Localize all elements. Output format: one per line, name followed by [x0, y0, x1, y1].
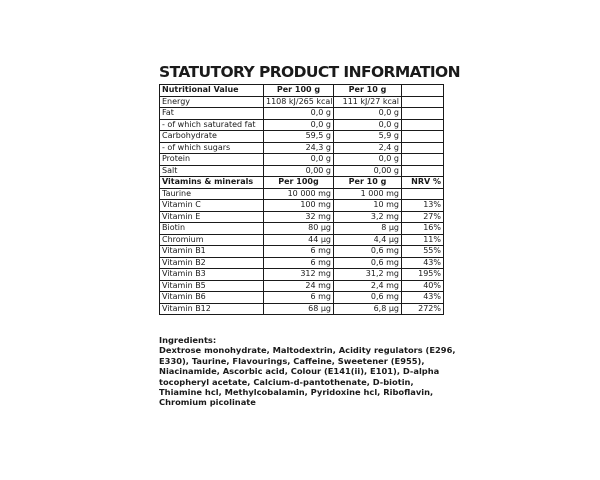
nutrition-header-row [160, 85, 444, 97]
nutrition-table [159, 84, 444, 315]
nutrition-cell: - of which saturated fat [160, 119, 264, 131]
nutrition-cell: 0,0 g [264, 108, 334, 120]
vitamins-cell: 11% [402, 234, 444, 246]
nutrition-cell: 24,3 g [264, 142, 334, 154]
table-row [160, 292, 444, 304]
nutrition-cell: Carbohydrate [160, 131, 264, 143]
nutrition-cell: 59,5 g [264, 131, 334, 143]
nutrition-cell [402, 119, 444, 131]
nutrition-cell: 5,9 g [334, 131, 402, 143]
product-info [159, 63, 460, 408]
vitamins-cell: Vitamin B5 [160, 280, 264, 292]
vitamins-cell: Vitamin B2 [160, 257, 264, 269]
nutrition-header-cell [402, 85, 444, 97]
table-row [160, 234, 444, 246]
vitamins-cell: 312 mg [264, 269, 334, 281]
vitamins-cell: 32 mg [264, 211, 334, 223]
nutrition-cell: 0,0 g [264, 154, 334, 166]
vitamins-cell: 3,2 mg [334, 211, 402, 223]
nutrition-cell: 2,4 g [334, 142, 402, 154]
nutrition-cell [402, 154, 444, 166]
nutrition-cell: 0,0 g [334, 154, 402, 166]
vitamins-cell: 6,8 μg [334, 303, 402, 315]
vitamins-cell: 4,4 μg [334, 234, 402, 246]
vitamins-cell: 8 μg [334, 223, 402, 235]
vitamins-cell: 13% [402, 200, 444, 212]
vitamins-cell: 24 mg [264, 280, 334, 292]
nutrition-header-cell: Nutritional Value [160, 85, 264, 97]
table-row [160, 269, 444, 281]
vitamins-cell: 10 mg [334, 200, 402, 212]
vitamins-cell: Vitamin B12 [160, 303, 264, 315]
nutrition-cell: Fat [160, 108, 264, 120]
table-row [160, 108, 444, 120]
nutrition-header-cell: Per 100 g [264, 85, 334, 97]
nutrition-cell: 0,0 g [264, 119, 334, 131]
vitamins-cell: 31,2 mg [334, 269, 402, 281]
vitamins-header-cell: Per 100g [264, 177, 334, 189]
vitamins-cell: 40% [402, 280, 444, 292]
vitamins-cell: 6 mg [264, 246, 334, 258]
nutrition-cell: 1108 kJ/265 kcal [264, 96, 334, 108]
vitamins-cell: 100 mg [264, 200, 334, 212]
ingredients-label: Ingredients: [159, 335, 217, 345]
vitamins-cell: 44 μg [264, 234, 334, 246]
vitamins-cell [402, 188, 444, 200]
vitamins-cell: Vitamin B6 [160, 292, 264, 304]
nutrition-cell: Protein [160, 154, 264, 166]
table-row [160, 246, 444, 258]
vitamins-cell: 43% [402, 292, 444, 304]
table-row [160, 280, 444, 292]
vitamins-cell: 6 mg [264, 292, 334, 304]
vitamins-header-cell: NRV % [402, 177, 444, 189]
vitamins-header-row [160, 177, 444, 189]
ingredients-text: Dextrose monohydrate, Maltodextrin, Acidity regulators (E296, E330), Taurine, Flavourings, Caffeine, Sweetener (E955), Niacinamide, Ascorbic acid, Colour (E141(ii), E101), D-alpha tocopheryl acetate, Calcium-d-pantothenate, D-biotin, Thiamine hcl, Methylcobalamin, Pyridoxine hcl, Riboflavin, Chromium picolinate [159, 345, 456, 408]
nutrition-cell: Salt [160, 165, 264, 177]
vitamins-cell: Vitamin B1 [160, 246, 264, 258]
nutrition-cell [402, 142, 444, 154]
vitamins-cell: 43% [402, 257, 444, 269]
table-row [160, 119, 444, 131]
vitamins-cell: 80 μg [264, 223, 334, 235]
vitamins-cell: 55% [402, 246, 444, 258]
table-row [160, 223, 444, 235]
table-row [160, 165, 444, 177]
table-row [160, 142, 444, 154]
vitamins-cell: Biotin [160, 223, 264, 235]
vitamins-cell: Vitamin C [160, 200, 264, 212]
table-row [160, 96, 444, 108]
nutrition-cell [402, 96, 444, 108]
vitamins-cell: 10 000 mg [264, 188, 334, 200]
nutrition-cell [402, 131, 444, 143]
table-row [160, 154, 444, 166]
table-row [160, 200, 444, 212]
nutrition-cell: 111 kJ/27 kcal [334, 96, 402, 108]
nutrition-cell [402, 108, 444, 120]
nutrition-cell: 0,00 g [334, 165, 402, 177]
table-row [160, 211, 444, 223]
table-row [160, 131, 444, 143]
ingredients-section [159, 335, 459, 408]
vitamins-cell: 68 μg [264, 303, 334, 315]
vitamins-header-cell: Per 10 g [334, 177, 402, 189]
vitamins-cell: 2,4 mg [334, 280, 402, 292]
vitamins-header-cell: Vitamins & minerals [160, 177, 264, 189]
table-row [160, 257, 444, 269]
nutrition-cell: 0,00 g [264, 165, 334, 177]
table-row [160, 188, 444, 200]
vitamins-cell: 16% [402, 223, 444, 235]
vitamins-cell: 0,6 mg [334, 246, 402, 258]
table-row [160, 303, 444, 315]
vitamins-cell: Vitamin E [160, 211, 264, 223]
nutrition-cell: 0,0 g [334, 119, 402, 131]
nutrition-cell: Energy [160, 96, 264, 108]
vitamins-cell: 27% [402, 211, 444, 223]
vitamins-cell: 0,6 mg [334, 257, 402, 269]
nutrition-cell: 0,0 g [334, 108, 402, 120]
vitamins-cell: 6 mg [264, 257, 334, 269]
vitamins-cell: Vitamin B3 [160, 269, 264, 281]
vitamins-cell: 195% [402, 269, 444, 281]
vitamins-cell: Taurine [160, 188, 264, 200]
vitamins-cell: 0,6 mg [334, 292, 402, 304]
nutrition-cell [402, 165, 444, 177]
vitamins-cell: 272% [402, 303, 444, 315]
nutrition-cell: - of which sugars [160, 142, 264, 154]
nutrition-header-cell: Per 10 g [334, 85, 402, 97]
vitamins-cell: Chromium [160, 234, 264, 246]
vitamins-cell: 1 000 mg [334, 188, 402, 200]
page-title: STATUTORY PRODUCT INFORMATION [159, 63, 460, 81]
